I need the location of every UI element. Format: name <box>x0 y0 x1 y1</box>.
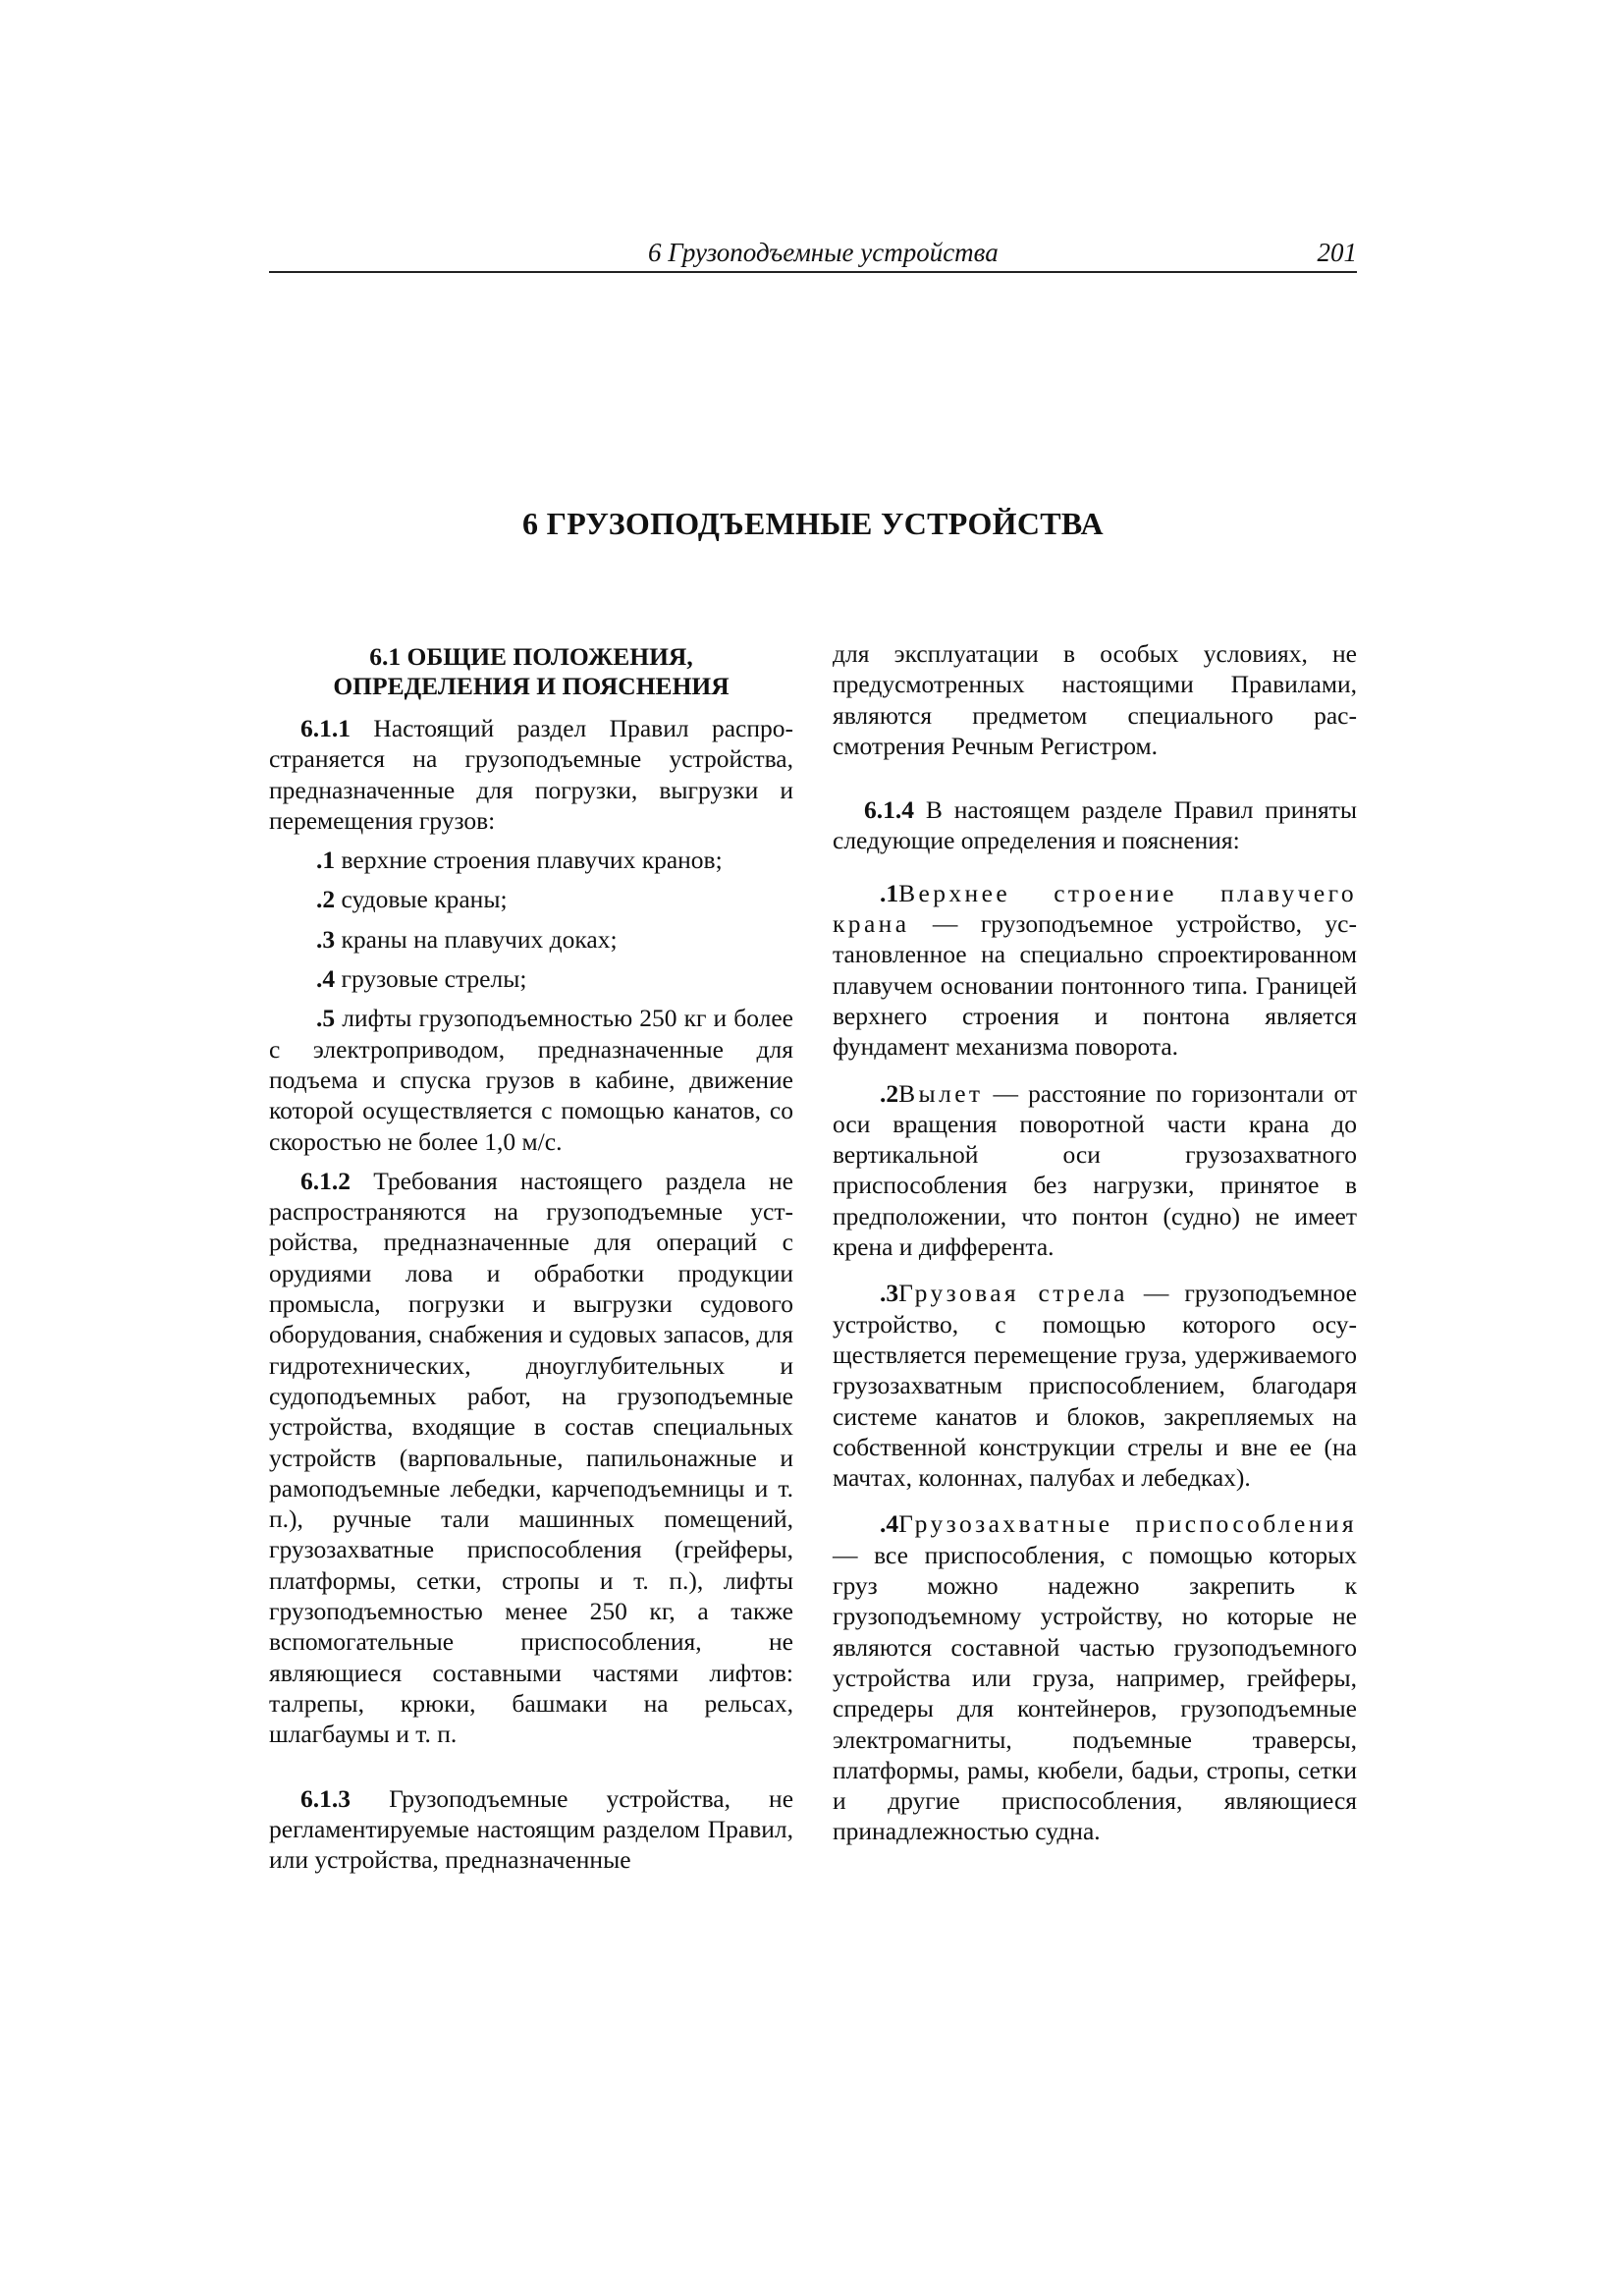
list-item <box>269 884 793 914</box>
definition-text: — грузоподъемное устройство, установленное на специально спроектированном плавучем основании понтонного типа. Границей верхнего строения и понтона является фундамент механизма поворота. <box>833 909 1357 1062</box>
page-number: 201 <box>1317 238 1357 267</box>
list-item <box>269 963 793 994</box>
item-text: верхние строения плавучих кранов; <box>341 846 723 875</box>
defined-term: Вылет <box>898 1078 984 1108</box>
item-text: лифты грузоподъемностью 250 кг и более с электроприводом, предназначенные для подъема и спуска грузов в кабине, движение которой осуществляется с помощью канатов, со скоростью не более 1,0 м/с. <box>269 1004 793 1156</box>
clause-number: 6.1.3 <box>300 1783 351 1813</box>
item-number: .4 <box>316 964 336 994</box>
paragraph-6-1-4 <box>833 794 1357 856</box>
clause-number: 6.1.2 <box>300 1166 351 1195</box>
section-title-line1: 6.1 ОБЩИЕ ПОЛОЖЕНИЯ, <box>369 642 693 671</box>
paragraph-text: Грузоподъемные устройства, не регламентируемые настоящим разделом Правил, или устройства, предназначенные <box>269 1783 794 1875</box>
paragraph-6-1-2 <box>269 1166 793 1750</box>
item-number: .5 <box>316 1004 336 1033</box>
definition-item <box>833 878 1357 1063</box>
item-number: .2 <box>880 1078 899 1108</box>
list-item <box>269 845 793 875</box>
chapter-title: 6 ГРУЗОПОДЪЕМНЫЕ УСТРОЙСТВА <box>522 506 1104 541</box>
defined-term: Грузовая стрела <box>898 1279 1128 1308</box>
item-number: .3 <box>880 1279 899 1308</box>
paragraph-text: Требования настоящего раздела не распространяются на грузоподъемные устройства, предназначенные для операций с орудиями лова и обработки продукции промысла, погрузки и выгрузки судового оборудования, снабжения и судовых запасов, для гидротехнических, дноуглубительных и судоподъемных работ, на грузоподъемные устройства, входящие в состав специальных устройств (варповальные, папильонажные и рамоподъемные лебедки, карчеподъемницы и т. п.), ручные тали машинных помещений, грузозахватные приспособления (грейферы, платформы, сетки, стропы и т. п.), лифты грузоподъемностью менее 250 кг, а также вспомогательные приспособления, не являющиеся составными частями лифтов: талрепы, крюки, башмаки на рельсах, шлагбаумы и т. п. <box>269 1166 793 1749</box>
defined-term: Грузозахватные приспособления <box>898 1509 1357 1539</box>
item-number: .4 <box>880 1509 899 1539</box>
clause-number: 6.1.1 <box>300 714 351 742</box>
definition-text: — грузоподъемное устройство, с помощью которого осуществляется перемещение груза, удерживаемого грузозахватным приспособлением, благодаря системе канатов и блоков, закрепляемых на собственной конструкции стрелы и вне ее (на мачтах, колоннах, палубах и лебедках). <box>833 1279 1357 1493</box>
running-header <box>269 238 1357 273</box>
definition-text: — расстояние по горизонтали от оси вращения поворотной части крана до вертикальной оси грузозахватного приспособления без нагрузки, принятое в предположении, что понтон (судно) не имеет крена и дифферента. <box>833 1078 1357 1262</box>
paragraph-6-1-1 <box>269 713 793 836</box>
defined-term: Верхнее строение плавучего крана <box>833 878 1357 939</box>
definition-text: — все приспособления, с помощью которых груз можно надежно закрепить к грузоподъемному устройству, но которые не являются составной частью грузоподъемного устройства или груза, например, грейферы, спредеры для контейнеров, грузоподъемные электромагниты, подъемные траверсы, платформы, рамы, кюбели, бадьи, стропы, сетки и другие приспособления, являющиеся принадлежностью судна. <box>833 1540 1357 1846</box>
paragraph-text: В настоящем разделе Правил приняты следующие определения и пояснения: <box>833 795 1357 855</box>
paragraph-text: Настоящий раздел Правил распространяется на грузоподъемные устройства, предназначенные для погрузки, выгрузки и перемещения грузов: <box>269 714 793 835</box>
item-number: .1 <box>316 846 336 875</box>
item-text: краны на плавучих доках; <box>341 924 618 954</box>
list-item <box>269 1003 793 1156</box>
definition-item <box>833 1508 1357 1846</box>
running-title: 6 Грузоподъемные устройства <box>648 238 999 267</box>
item-number: .3 <box>316 924 336 954</box>
section-title-line2: ОПРЕДЕЛЕНИЯ И ПОЯСНЕНИЯ <box>333 672 730 700</box>
list-item <box>269 924 793 955</box>
right-column <box>833 638 1357 1863</box>
item-text: грузовые стрелы; <box>341 964 527 994</box>
clause-number: 6.1.4 <box>864 795 914 825</box>
item-number: .2 <box>316 885 336 914</box>
definition-item <box>833 1078 1357 1263</box>
section-title <box>269 642 793 701</box>
paragraph-6-1-3 <box>269 1783 793 1876</box>
left-column <box>269 638 793 1890</box>
item-number: .1 <box>880 878 899 907</box>
definition-item <box>833 1278 1357 1493</box>
paragraph-6-1-3-continuation: для эксплуатации в особых условиях, не предусмотренных настоящими Правилами, являются предметом специального рассмотрения Речным Регистром. <box>833 639 1357 760</box>
item-text: судовые краны; <box>341 885 508 914</box>
